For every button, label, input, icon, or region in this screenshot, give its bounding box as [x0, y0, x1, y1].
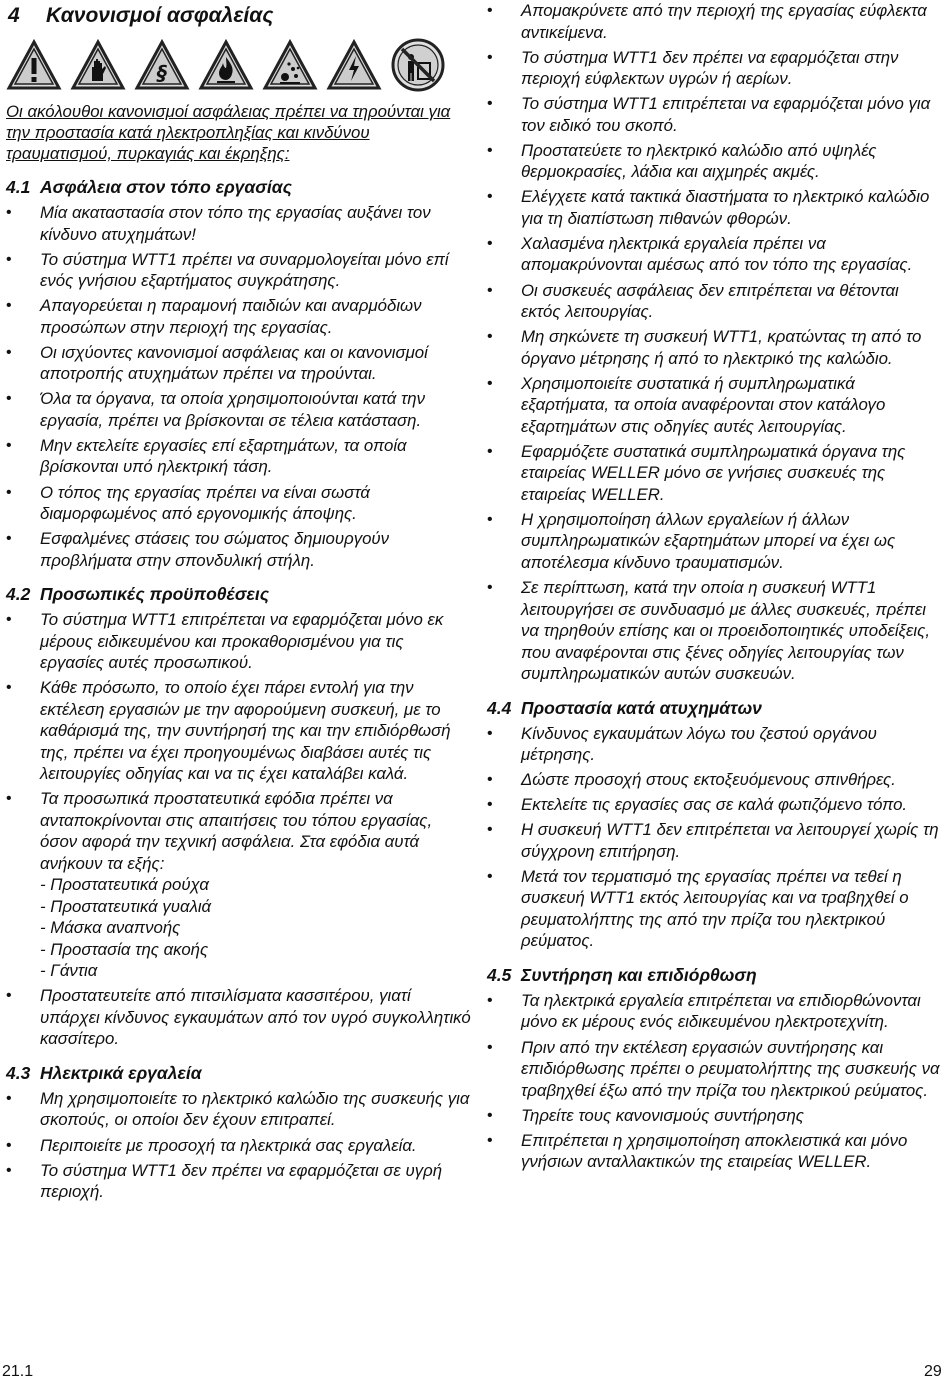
list-item: • Χαλασμένα ηλεκτρικά εργαλεία πρέπει να απομακρύνονται αμέσως από τον τόπο της εργασίας. — [487, 233, 942, 276]
equipment-item: - Προστατευτικά ρούχα — [40, 875, 210, 895]
list-item: • Όλα τα όργανα, τα οποία χρησιμοποιούνται κατά την εργασία, πρέπει να βρίσκονται σε τέλεια κατάσταση. — [6, 388, 472, 431]
list-item: • Εκτελείτε τις εργασίες σας σε καλά φωτιζόμενο τόπο. — [487, 794, 942, 816]
list-item: • Το σύστημα WTT1 δεν πρέπει να εφαρμόζεται στην περιοχή εύφλεκτων υγρών ή αερίων. — [487, 47, 942, 90]
section-number: 4.4 — [487, 697, 512, 718]
footer-version: 21.1 — [2, 1363, 34, 1380]
section-heading-4-2 — [6, 584, 472, 605]
list-item: • Μία ακαταστασία στον τόπο της εργασίας αυξάνει τον κίνδυνο ατυχημάτων! — [6, 202, 472, 245]
list-item: • Πριν από την εκτέλεση εργασιών συντήρησης και επιδιόρθωσης πρέπει ο ρευματολήπτης της συσκευής να τραβηχθεί έξω από την πρίζα του ηλεκτρικού ρεύματος. — [487, 1037, 942, 1102]
section-number: 4.3 — [6, 1062, 31, 1083]
section-title-text: Ασφάλεια στον τόπο εργασίας — [40, 177, 292, 197]
list-item: • Το σύστημα WTT1 επιτρέπεται να εφαρμόζεται μόνο εκ μέρους ειδικευμένου και προκαθορισμένου για τις εργασίες αυτές προσωπικού. — [6, 609, 472, 674]
equipment-item: - Προστατευτικά γυαλιά — [40, 896, 212, 916]
list-item: • Προστατεύετε το ηλεκτρικό καλώδιο από υψηλές θερμοκρασίες, λάδια και αιχμηρές ακμές. — [487, 140, 942, 183]
section-4-3-list-left — [6, 1088, 472, 1203]
intro-paragraph: Οι ακόλουθοι κανονισμοί ασφάλειας πρέπει να τηρούνται για την προστασία κατά ηλεκτροπληξίας και κινδύνου τραυματισμού, πυρκαγιάς και έκρηξης: — [6, 102, 451, 163]
list-item: • Οι συσκευές ασφάλειας δεν επιτρέπεται να θέτονται εκτός λειτουργίας. — [487, 280, 942, 323]
list-item: • Ο τόπος της εργασίας πρέπει να είναι σωστά διαμορφωμένος από εργονομικής άποψης. — [6, 482, 472, 525]
equipment-item: - Γάντια — [40, 961, 98, 981]
section-title-text: Προσωπικές προϋποθέσεις — [40, 584, 270, 605]
list-item-equipment — [6, 788, 472, 982]
list-item: • Η συσκευή WTT1 δεν επιτρέπεται να λειτουργεί χωρίς τη σύγχρονη επιτήρηση. — [487, 819, 942, 862]
electric-shock-warning-icon — [326, 39, 382, 91]
list-item: • Επιτρέπεται η χρησιμοποίηση αποκλειστικά και μόνο γνήσιων ανταλλακτικών της εταιρείας WELLER. — [487, 1130, 942, 1173]
section-4-1-list — [6, 202, 472, 571]
section-title-text: Ηλεκτρικά εργαλεία — [40, 1062, 202, 1083]
svg-text:§: § — [157, 61, 167, 85]
list-item: • Μετά τον τερματισμό της εργασίας πρέπει να τεθεί η συσκευή WTT1 εκτός λειτουργίας και να τραβηχθεί ο ρευματολήπτης της από την πρίζα του ηλεκτρικού ρεύματος. — [487, 866, 942, 952]
list-item: • Μη χρησιμοποιείτε το ηλεκτρικό καλώδιο της συσκευής για σκοπούς, οι οποίοι δεν έχουν επιτραπεί. — [6, 1088, 472, 1131]
no-children-icon — [390, 37, 446, 93]
list-item: • Κίνδυνος εγκαυμάτων λόγω του ζεστού οργάνου μέτρησης. — [487, 723, 942, 766]
list-item: • Τα ηλεκτρικά εργαλεία επιτρέπεται να επιδιορθώνονται μόνο εκ μέρους ενός ειδικευμένου ηλεκτροτεχνίτη. — [487, 990, 942, 1033]
list-item: • Το σύστημα WTT1 δεν πρέπει να εφαρμόζεται σε υγρή περιοχή. — [6, 1160, 472, 1203]
fire-warning-icon — [198, 39, 254, 91]
chapter-title-text: Κανονισμοί ασφαλείας — [46, 4, 274, 27]
list-item: • Απαγορεύεται η παραμονή παιδιών και αναρμόδιων προσώπων στην περιοχή της εργασίας. — [6, 295, 472, 338]
list-item: • Προστατευτείτε από πιτσιλίσματα κασσιτέρου, γιατί υπάρχει κίνδυνος εγκαυμάτων από τον υγρό συγκολλητικό κασσίτερο. — [6, 985, 472, 1050]
hand-injury-warning-icon — [70, 39, 126, 91]
list-item: • Οι ισχύοντες κανονισμοί ασφάλειας και οι κανονισμοί αποτροπής ατυχημάτων πρέπει να τηρούνται. — [6, 342, 472, 385]
list-item: • Ελέγχετε κατά τακτικά διαστήματα το ηλεκτρικό καλώδιο για τη διαπίστωση πιθανών φθορών. — [487, 186, 942, 229]
left-column — [6, 0, 472, 1206]
section-title-text: Προστασία κατά ατυχημάτων — [521, 697, 762, 718]
page-number: 29 — [924, 1363, 942, 1380]
list-item: • Μη σηκώνετε τη συσκευή WTT1, κρατώντας τη από το όργανο μέτρησης ή από το ηλεκτρικό της καλώδιο. — [487, 326, 942, 369]
equipment-intro: • Τα προσωπικά προστατευτικά εφόδια πρέπει να ανταποκρίνονται στις απαιτήσεις του τόπου εργασίας, όσον αφορά την τεχνική ασφάλεια. Στα εφόδια αυτά ανήκουν τα εξής: — [40, 789, 433, 873]
section-4-2-list — [6, 609, 472, 1050]
list-item: • Περιποιείτε με προσοχή τα ηλεκτρικά σας εργαλεία. — [6, 1135, 472, 1157]
equipment-item: - Προστασία της ακοής — [40, 939, 209, 959]
warning-icons-row — [6, 35, 472, 95]
section-number: 4.2 — [6, 584, 31, 605]
explosion-warning-icon — [262, 39, 318, 91]
list-item: • Χρησιμοποιείτε συστατικά ή συμπληρωματικά εξαρτήματα, τα οποία αναφέρονται στον κατάλογο εξαρτημάτων στις οδηγίες αυτές λειτουργίας. — [487, 373, 942, 438]
list-item: • Τηρείτε τους κανονισμούς συντήρησης — [487, 1105, 942, 1127]
section-4-3-list-right — [487, 0, 942, 685]
section-heading-4-1 — [6, 177, 472, 198]
list-item: • Εφαρμόζετε συστατικά συμπληρωματικά όργανα της εταιρείας WELLER μόνο σε γνήσιες συσκευές της εταιρείας WELLER. — [487, 441, 942, 506]
list-item: • Δώστε προσοχή στους εκτοξευόμενους σπινθήρες. — [487, 769, 942, 791]
paragraph-regulation-warning-icon — [134, 39, 190, 91]
list-item: • Το σύστημα WTT1 επιτρέπεται να εφαρμόζεται μόνο για τον ειδικό του σκοπό. — [487, 93, 942, 136]
section-heading-4-5 — [487, 965, 942, 986]
section-title-text: Συντήρηση και επιδιόρθωση — [521, 964, 757, 985]
chapter-title — [8, 2, 472, 30]
list-item: • Απομακρύνετε από την περιοχή της εργασίας εύφλεκτα αντικείμενα. — [487, 0, 942, 43]
section-number: 4.5 — [487, 964, 512, 985]
section-heading-4-4 — [487, 698, 942, 719]
section-number: 4.1 — [6, 177, 31, 197]
section-heading-4-3 — [6, 1063, 472, 1084]
exclamation-warning-icon — [6, 39, 62, 91]
chapter-number: 4 — [8, 4, 20, 27]
section-4-5-list — [487, 990, 942, 1173]
list-item: • Μην εκτελείτε εργασίες επί εξαρτημάτων, τα οποία βρίσκονται υπό ηλεκτρική τάση. — [6, 435, 472, 478]
equipment-item: - Μάσκα αναπνοής — [40, 918, 181, 938]
section-4-4-list — [487, 723, 942, 952]
list-item: • Εσφαλμένες στάσεις του σώματος δημιουργούν προβλήματα στην σπονδυλική στήλη. — [6, 528, 472, 571]
right-column — [487, 0, 942, 1176]
list-item: • Σε περίπτωση, κατά την οποία η συσκευή WTT1 λειτουργήσει σε συνδυασμό με άλλες συσκευές, πρέπει να τηρηθούν επίσης και οι προειδοποιητικές υποδείξεις, που αναφέρονται στις ξένες οδηγίες λειτουργίας των συμπληρωματικών αυτών συσκευών. — [487, 577, 942, 685]
list-item: • Κάθε πρόσωπο, το οποίο έχει πάρει εντολή για την εκτέλεση εργασιών με την αφορούμενη συσκευή, με το καθάρισμά της, την συντήρησή της και την επιδιόρθωσή της, πρέπει να έχει προηγουμένως διαβάσει αυτές τις λειτουργίες οδηγίας και να τις έχει καταλάβει καλά. — [6, 677, 472, 785]
list-item: • Το σύστημα WTT1 πρέπει να συναρμολογείται μόνο επί ενός γνήσιου εξαρτήματος συγκράτησης. — [6, 249, 472, 292]
list-item: • Η χρησιμοποίηση άλλων εργαλείων ή άλλων συμπληρωματικών εξαρτημάτων μπορεί να έχει ως αποτέλεσμα κίνδυνο τραυματισμών. — [487, 509, 942, 574]
